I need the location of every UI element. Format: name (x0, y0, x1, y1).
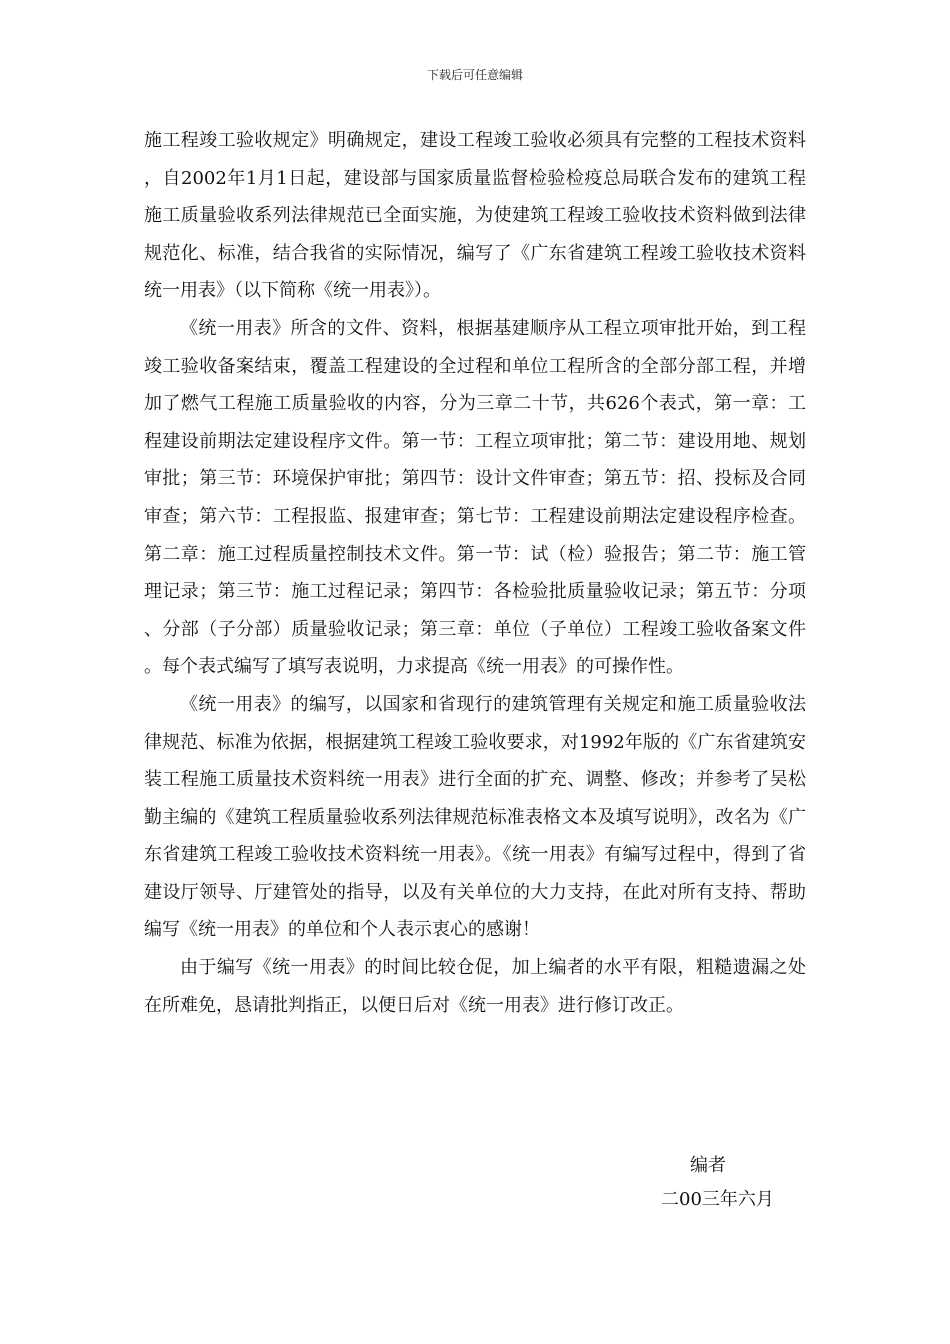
paragraph-closing: 由于编写《统一用表》的时间比较仓促，加上编者的水平有限，粗糙遗漏之处在所难免，恳请批判指正，以便日后对《统一用表》进行修订改正。 (144, 957, 806, 1016)
paragraph-continuation: 施工程竣工验收规定》明确规定，建设工程竣工验收必须具有完整的工程技术资料，自2002年1月1日起，建设部与国家质量监督检验检疫总局联合发布的建筑工程施工质量验收系列法律规范已全面实施，为使建筑工程竣工验收技术资料做到法律规范化、标准，结合我省的实际情况，编写了《广东省建筑工程竣工验收技术资料统一用表》（以下简称《统一用表》）。 (144, 130, 806, 302)
paragraph-compilation: 《统一用表》的编写，以国家和省现行的建筑管理有关规定和施工质量验收法律规范、标准为依据，根据建筑工程竣工验收要求，对1992年版的《广东省建筑安装工程施工质量技术资料统一用表》进行全面的扩充、调整、修改；并参考了吴松勤主编的《建筑工程质量验收系列法律规范标准表格文本及填写说明》，改名为《广东省建筑工程竣工验收技术资料统一用表》。《统一用表》有编写过程中，得到了省建设厅领导、厅建管处的指导，以及有关单位的大力支持，在此对所有支持、帮助编写《统一用表》的单位和个人表示衷心的感谢！ (144, 693, 806, 941)
signature-date: 二00三年六月 (661, 1189, 774, 1210)
document-body (144, 122, 806, 1024)
page-header: 下载后可任意编辑 (426, 68, 523, 82)
paragraph-contents: 《统一用表》所含的文件、资料，根据基建顺序从工程立项审批开始，到工程竣工验收备案结束，覆盖工程建设的全过程和单位工程所含的全部分部工程，并增加了燃气工程施工质量验收的内容，分为三章二十节，共626个表式，第一章：工程建设前期法定建设程序文件。第一节：工程立项审批；第二节：建设用地、规划审批；第三节：环境保护审批；第四节：设计文件审查；第五节：招、投标及合同审查；第六节：工程报监、报建审查；第七节：工程建设前期法定建设程序检查。第二章：施工过程质量控制技术文件。第一节：试（检）验报告；第二节：施工管理记录；第三节：施工过程记录；第四节：各检验批质量验收记录；第五节：分项、分部（子分部）质量验收记录；第三章：单位（子单位）工程竣工验收备案文件。每个表式编写了填写表说明，力求提高《统一用表》的可操作性。 (144, 317, 806, 678)
signature-author: 编者 (690, 1155, 726, 1176)
